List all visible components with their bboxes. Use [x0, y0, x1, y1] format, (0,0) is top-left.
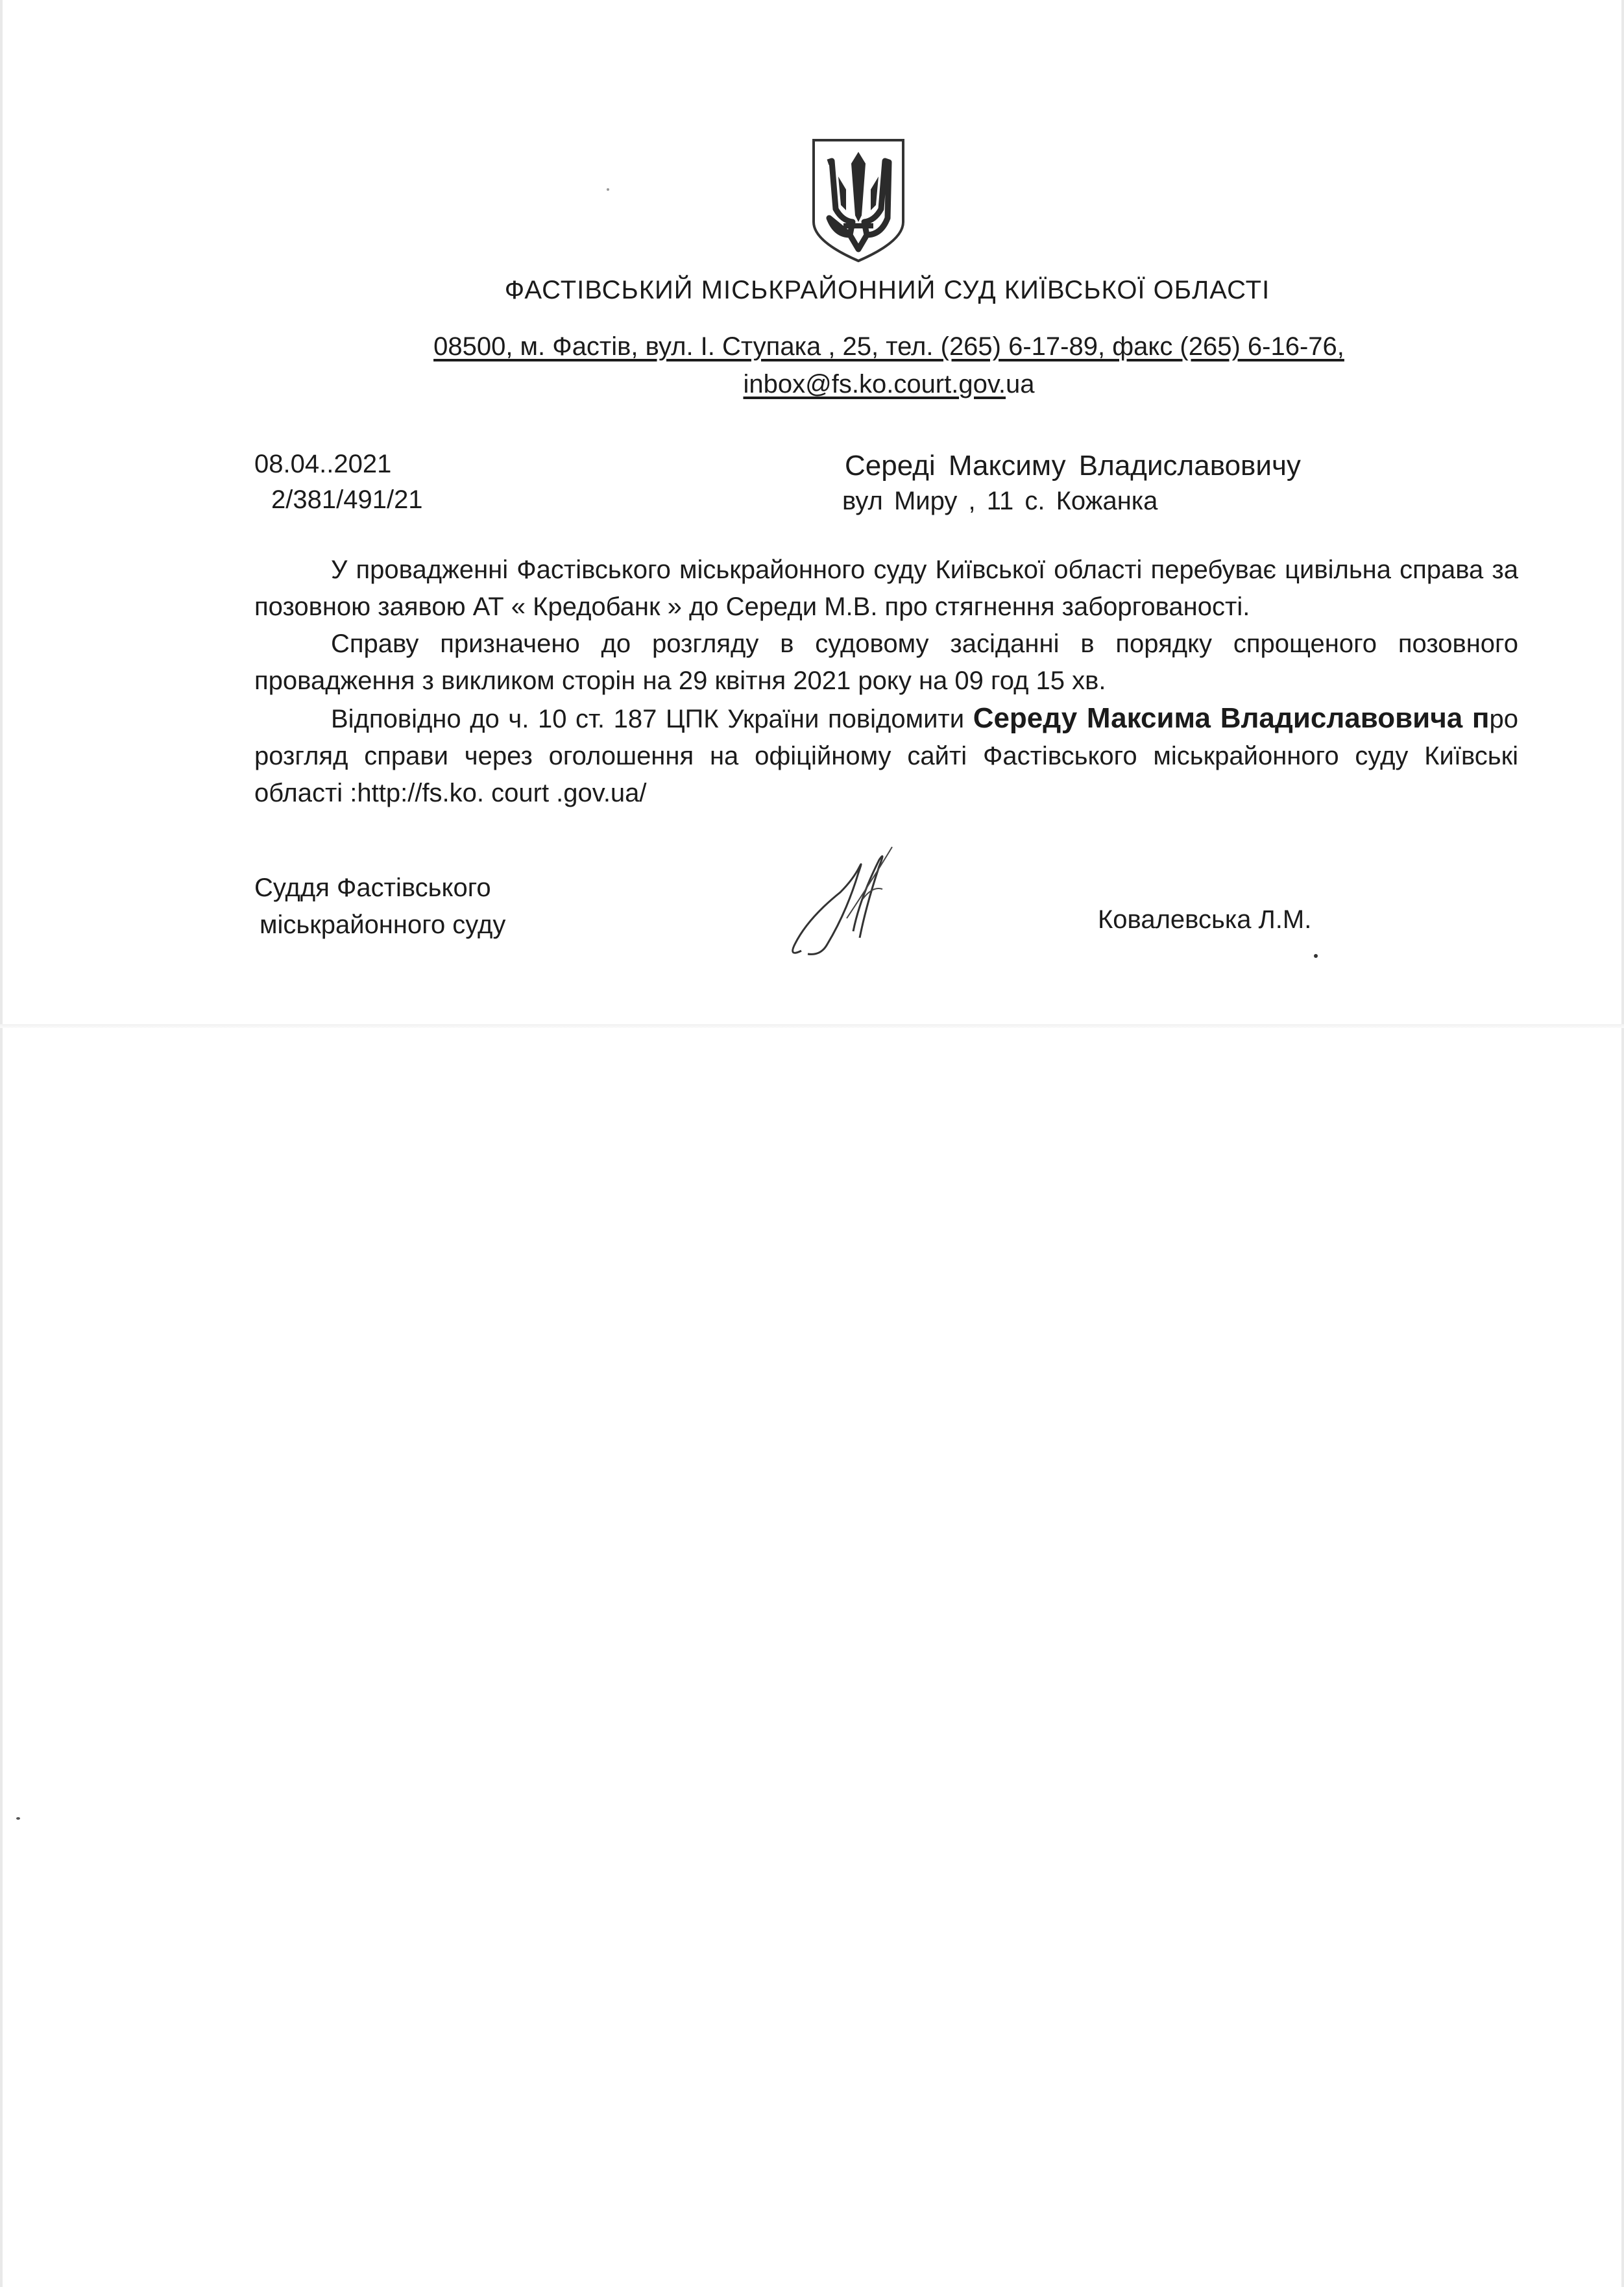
- judge-title: [254, 870, 505, 944]
- recipient-address: вул Миру , 11 с. Кожанка: [842, 487, 1158, 515]
- scan-edge-right: [1621, 0, 1624, 2287]
- judge-title-line2: міськрайонного суду: [260, 911, 506, 939]
- notice-bold-name: Середу Максима Владиславовича п: [973, 702, 1490, 734]
- signature-icon: [782, 840, 912, 964]
- document-date: 08.04..2021: [254, 450, 392, 478]
- trident-emblem-icon: [810, 138, 907, 264]
- court-name-text: ФАСТІВСЬКИЙ МІСЬКРАЙОННИЙ СУД КИЇВСЬКОЇ ОБЛАСТІ: [504, 276, 1270, 304]
- ink-speck: [607, 188, 609, 191]
- email-link[interactable]: inbox@fs.ko.court.gov.: [743, 370, 1006, 398]
- court-address: [357, 328, 1421, 403]
- recipient-name: Середі Максиму Владиславовичу: [845, 450, 1301, 482]
- address-email-line: [357, 365, 1421, 403]
- email-tail: ua: [1006, 370, 1035, 398]
- paragraph-notice: [254, 700, 1518, 812]
- judge-name: Ковалевська Л.М.: [1098, 905, 1312, 934]
- ink-speck: [16, 1817, 20, 1820]
- scan-edge-left: [0, 0, 3, 2287]
- judge-title-line1: Суддя Фастівського: [254, 874, 491, 902]
- page-fold: [0, 1024, 1624, 1028]
- letter-body: [254, 552, 1518, 812]
- court-name: [0, 276, 1624, 305]
- case-reference: 2/381/491/21: [271, 485, 423, 514]
- notice-text-start: Відповідно до ч. 10 ст. 187 ЦПК України повідомити: [331, 705, 973, 733]
- ink-speck: [1314, 954, 1318, 958]
- notice-text-end: ро розгляд справи через оголошення на офіційному сайті Фастівського міськрайонного суду Київські області :http://fs.ko. court .gov.ua/: [254, 705, 1519, 807]
- address-line: 08500, м. Фастів, вул. І. Ступака , 25, тел. (265) 6-17-89, факс (265) 6-16-76,: [433, 332, 1344, 361]
- paragraph-proceedings: У провадженні Фастівського міськрайонного суду Київської області перебуває цивільна справа за позовною заявою АТ « Кредобанк » до Середи М.В. про стягнення заборгованості.: [254, 556, 1518, 621]
- paragraph-hearing: Справу призначено до розгляду в судовому засіданні в порядку спрощеного позовного провадження з викликом сторін на 29 квітня 2021 року на 09 год 15 хв.: [254, 630, 1518, 695]
